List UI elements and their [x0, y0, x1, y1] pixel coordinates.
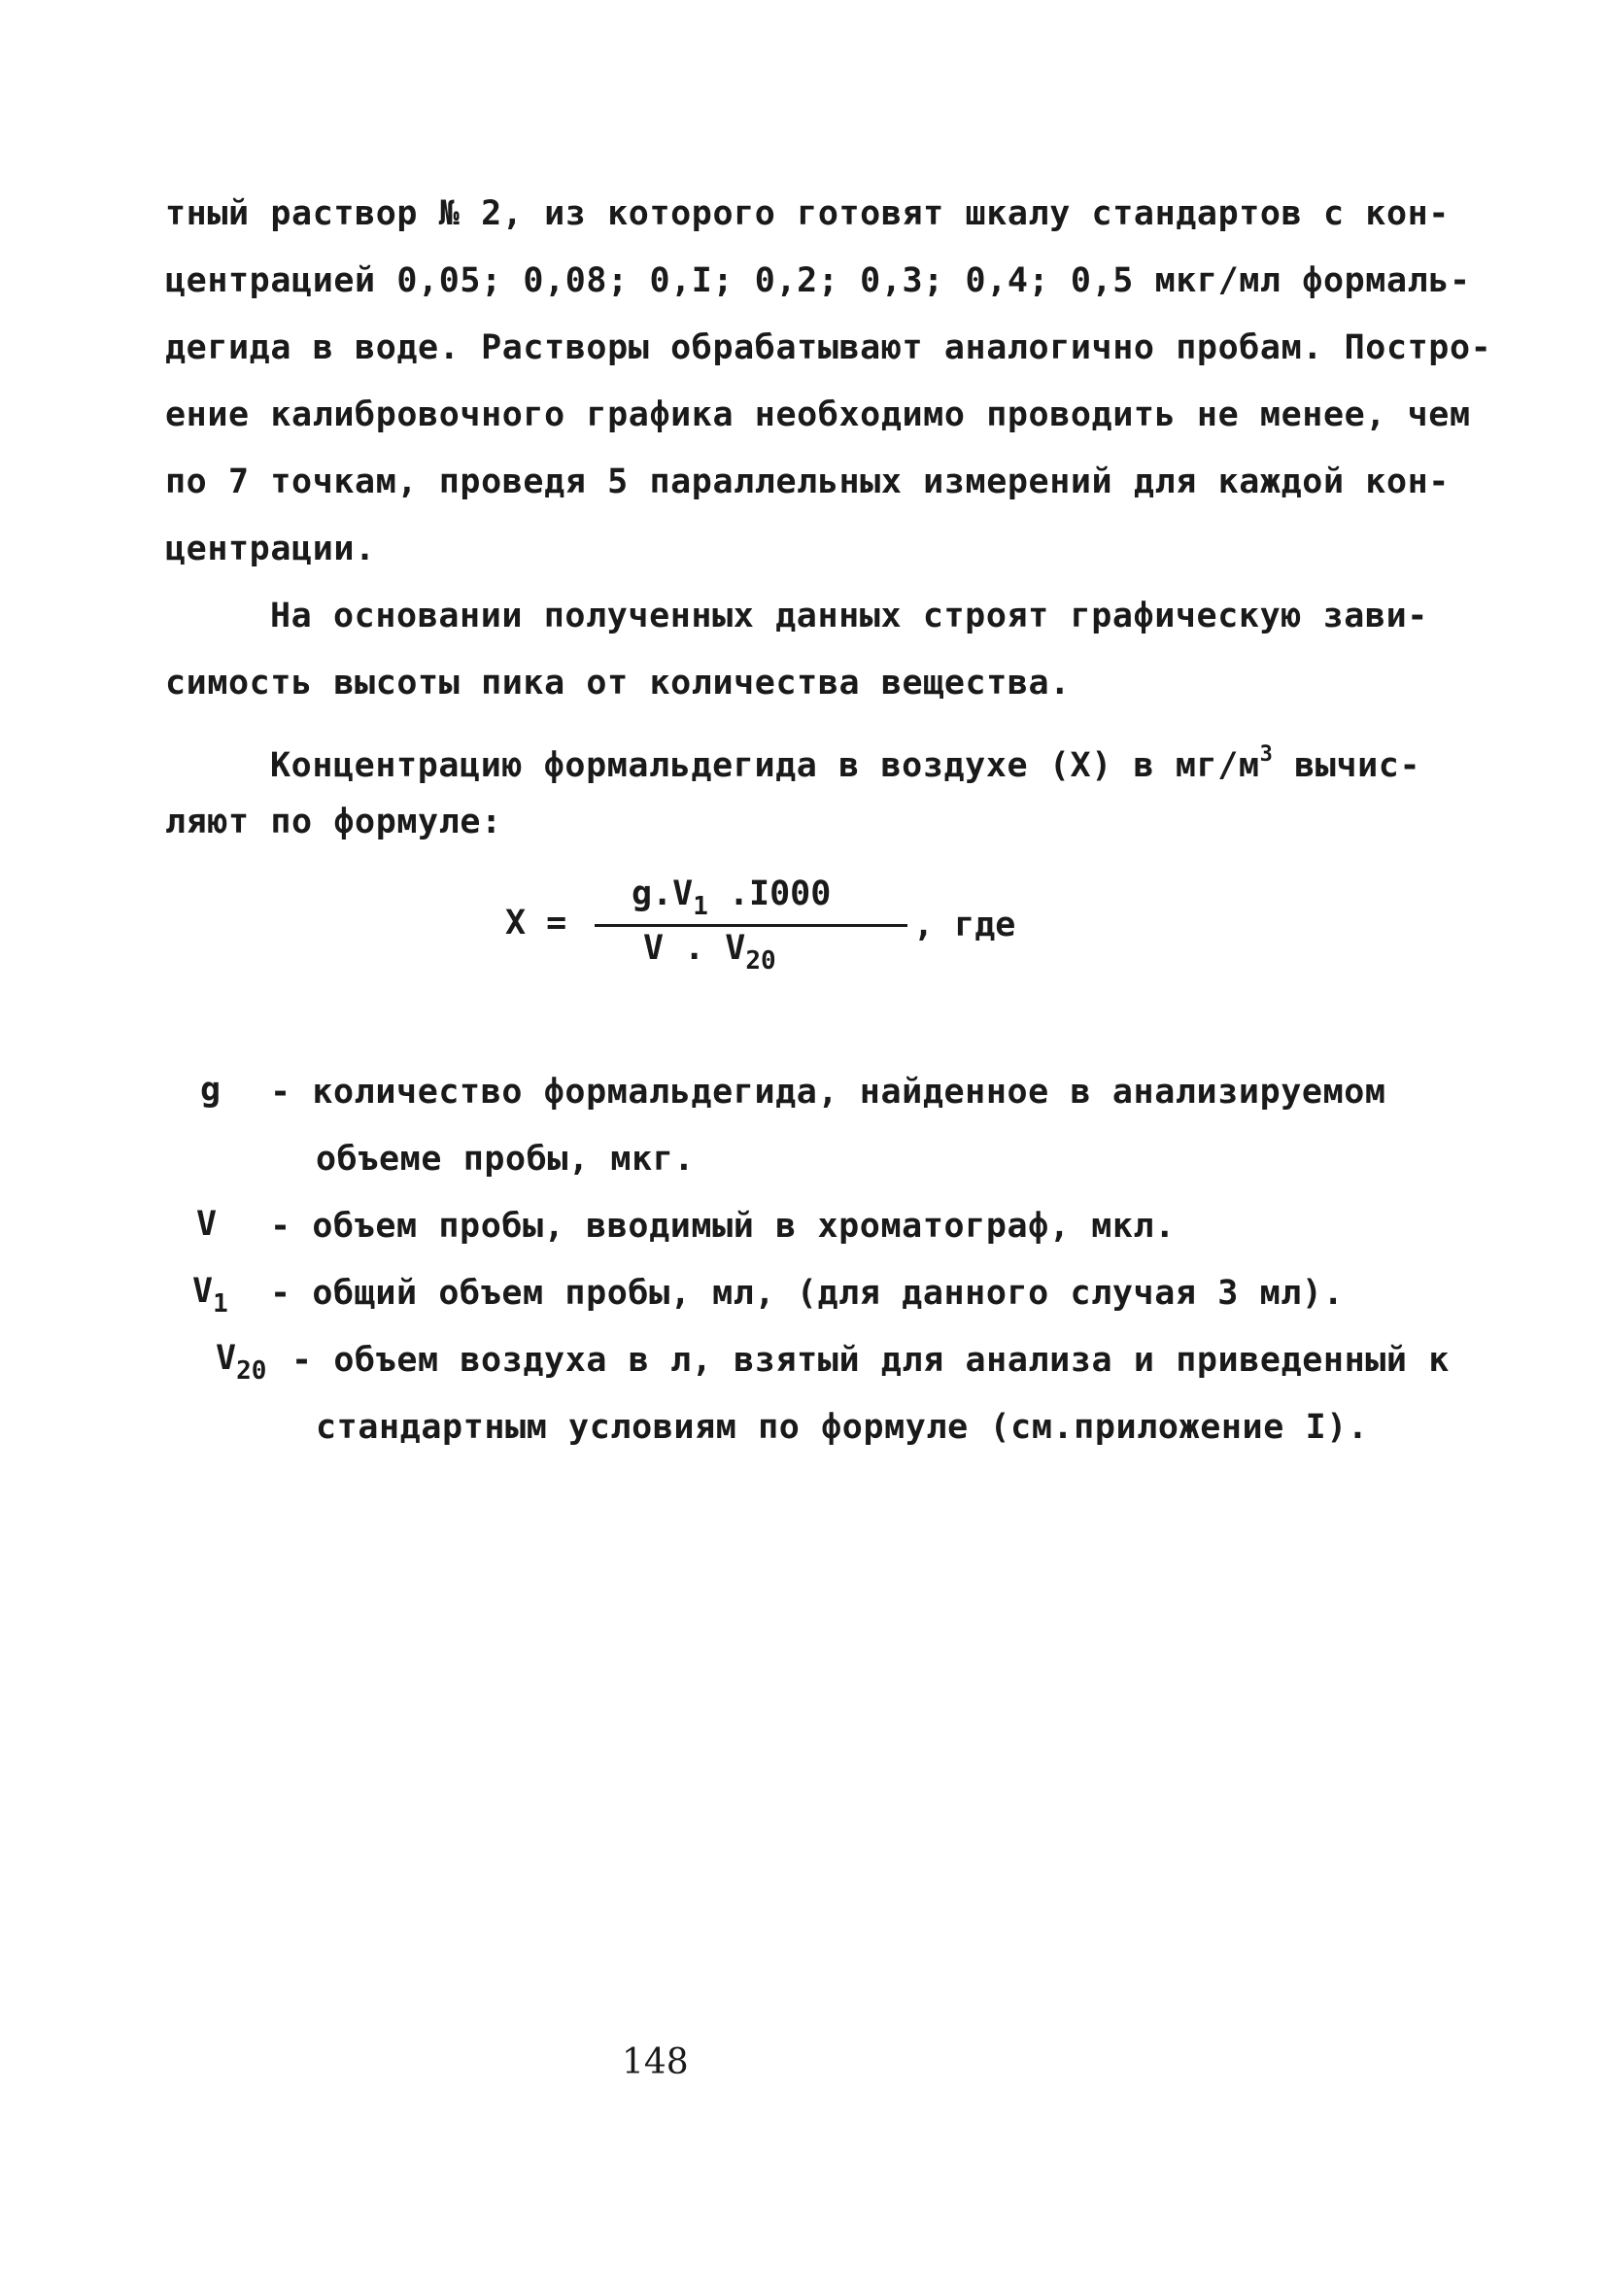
paragraph-2-line-2: симость высоты пика от количества вещества. — [165, 664, 1071, 703]
definition-symbol-v1: $V_1$ — [192, 1272, 228, 1319]
denominator-term: V . V — [643, 929, 746, 968]
concentration-formula — [505, 874, 1049, 1020]
definition-g-line-2: объеме пробы, мкг. — [316, 1140, 696, 1179]
paragraph-2-line-1: На основании полученных данных строят графическую зави- — [270, 597, 1428, 635]
definition-v-line-1: - объем пробы, вводимый в хроматограф, мкл. — [270, 1207, 1176, 1246]
formula-numerator — [632, 874, 831, 921]
fraction-bar — [595, 924, 907, 927]
paragraph-3-line-2: ляют по формуле: — [165, 803, 502, 841]
numerator-subscript: 1 — [693, 892, 708, 921]
definition-symbol-g: g — [200, 1071, 222, 1110]
paragraph-1-line-5: по 7 точкам, проведя 5 параллельных измерений для каждой кон- — [165, 463, 1450, 501]
paragraph-1-line-2: центрацией 0,05; 0,08; 0,I; 0,2; 0,3; 0,4; 0,5 мкг/мл формаль- — [165, 261, 1471, 300]
paragraph-3-text: Концентрацию формальдегида в воздухе (X) в мг/м — [270, 746, 1260, 785]
definition-v1-line-1: - общий объем пробы, мл, (для данного случая 3 мл). — [270, 1274, 1345, 1313]
numerator-term: g.V — [632, 874, 694, 913]
formula-where: , где — [913, 906, 1016, 944]
paragraph-1-line-4: ение калибровочного графика необходимо проводить не менее, чем — [165, 395, 1471, 434]
definition-symbol-v: V — [196, 1205, 218, 1244]
definition-symbol-v20: $V_{20}$ — [216, 1339, 267, 1386]
paragraph-1-line-3: дегида в воде. Растворы обрабатывают аналогично пробам. Постро- — [165, 328, 1492, 367]
paragraph-1-line-6: центрации. — [165, 530, 376, 568]
formula-denominator — [643, 929, 776, 976]
numerator-factor: .I000 — [707, 874, 832, 913]
formula-lhs: X = — [505, 904, 567, 942]
cubic-superscript: 3 — [1259, 742, 1274, 767]
denominator-subscript: 20 — [745, 946, 776, 976]
paragraph-3-text-end: вычис- — [1273, 746, 1421, 785]
page-number: 148 — [622, 2042, 689, 2082]
definition-v20-line-1: - объем воздуха в л, взятый для анализа и приведенный к — [291, 1341, 1450, 1380]
paragraph-1-line-1: тный раствор № 2, из которого готовят шкалу стандартов с кон- — [165, 194, 1450, 233]
definition-v20-line-2: стандартным условиям по формуле (см.приложение I). — [316, 1408, 1369, 1447]
definition-g-line-1: - количество формальдегида, найденное в анализируемом — [270, 1073, 1386, 1112]
paragraph-3-line-1 — [270, 734, 1420, 787]
